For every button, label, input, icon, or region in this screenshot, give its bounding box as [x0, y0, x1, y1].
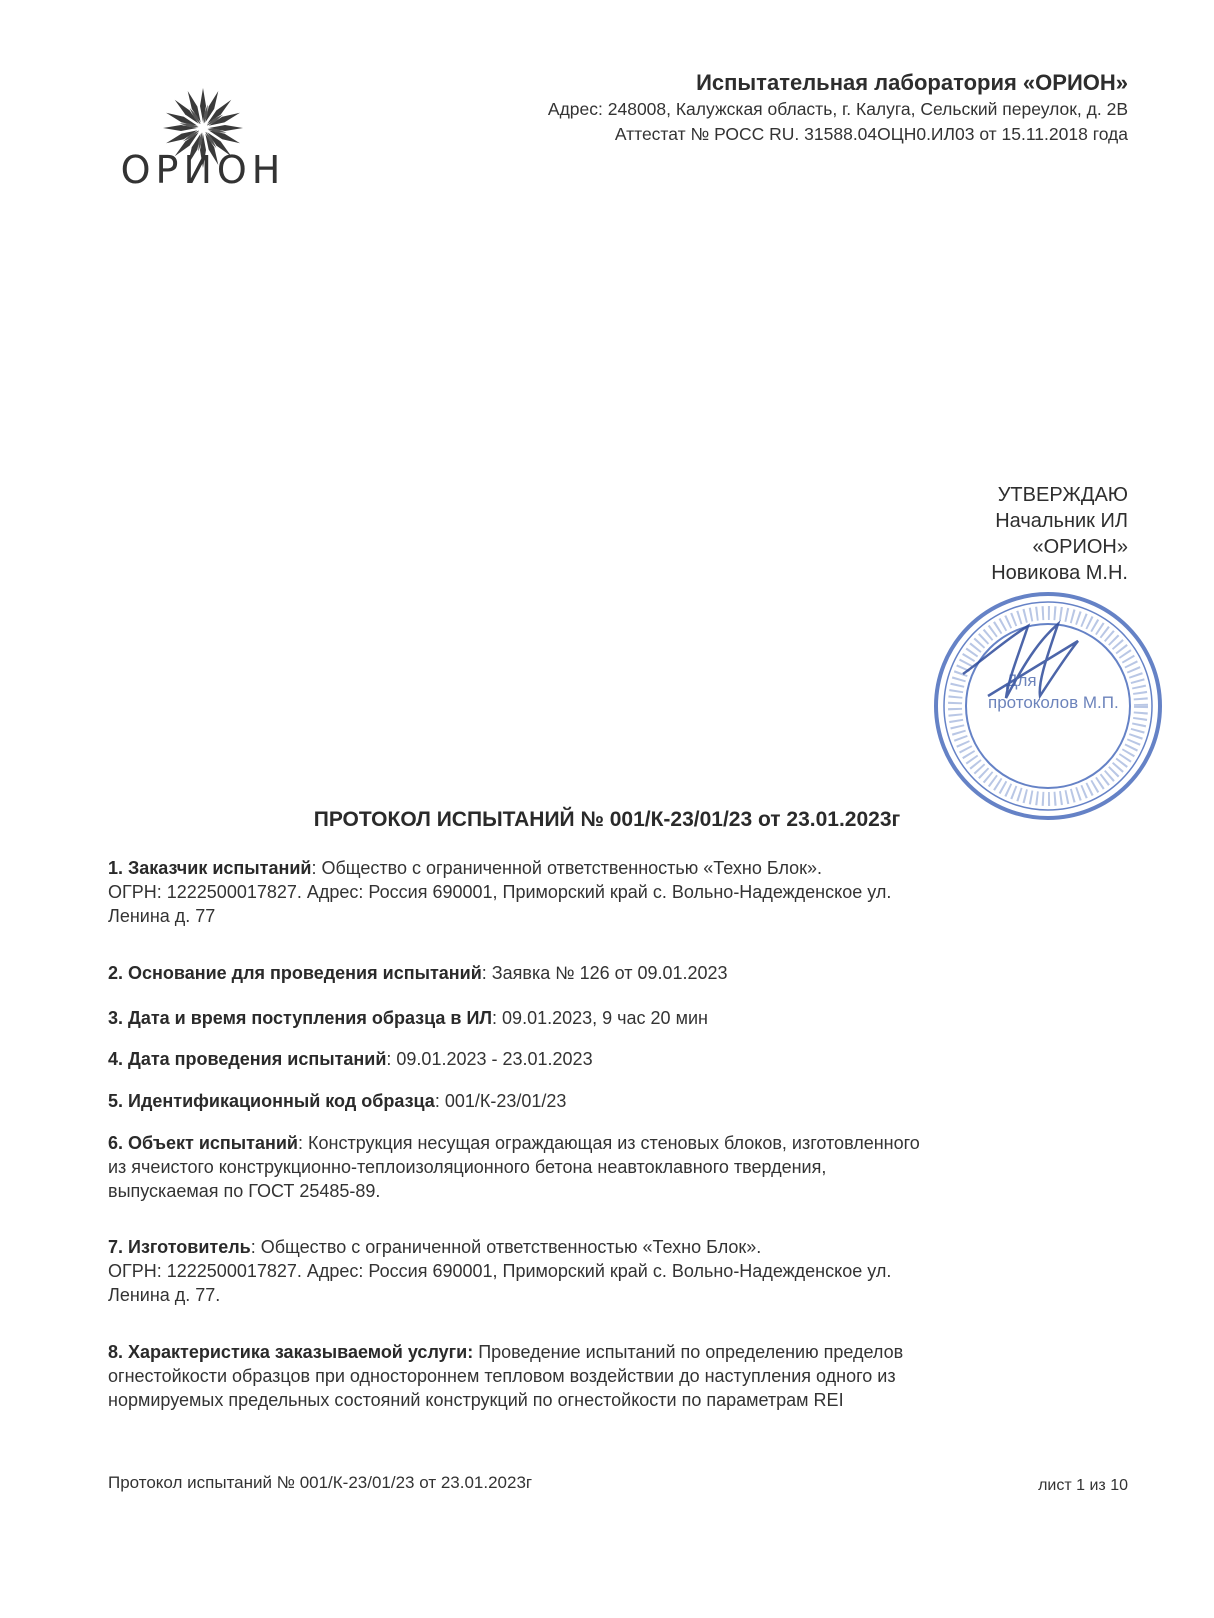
stamp-text — [988, 670, 1119, 714]
lab-certificate: Аттестат № РОСС RU. 31588.04ОЦН0.ИЛ03 от 15.11.2018 года — [614, 124, 1128, 144]
section-manufacturer — [108, 1235, 1132, 1307]
section-manufacturer-value: : Общество с ограниченной ответственностью «Техно Блок». — [250, 1237, 762, 1257]
stamp-mp: М.П. — [1082, 693, 1119, 712]
section-customer-line-2: ОГРН: 1222500017827. Адрес: Россия 690001, Приморский край с. Вольно-Надежденское ул. — [108, 882, 892, 902]
section-service-line-1 — [108, 1340, 1132, 1364]
section-service-value: Проведение испытаний по определению пределов — [473, 1342, 904, 1362]
section-test-object-line-3: выпускаемая по ГОСТ 25485-89. — [108, 1181, 381, 1201]
section-service — [108, 1340, 1132, 1412]
logo-wordmark: ОРИОН — [120, 148, 286, 192]
section-service-line-3: нормируемых предельных состояний конструкций по огнестойкости по параметрам REI — [108, 1390, 844, 1410]
approval-signatory: Новикова М.Н. — [991, 562, 1128, 584]
approval-block — [868, 482, 1128, 586]
approval-heading: УТВЕРЖДАЮ — [997, 484, 1128, 506]
section-test-object — [108, 1131, 1132, 1203]
section-sample-code-label: 5. Идентификационный код образца — [108, 1091, 435, 1111]
approval-position: Начальник ИЛ — [995, 510, 1128, 532]
section-customer-label: 1. Заказчик испытаний — [108, 858, 312, 878]
section-test-object-label: 6. Объект испытаний — [108, 1133, 299, 1153]
section-basis-value: : Заявка № 126 от 09.01.2023 — [481, 963, 728, 983]
section-receipt — [108, 1006, 1132, 1030]
stamp-line-2 — [988, 692, 1119, 714]
document-title: ПРОТОКОЛ ИСПЫТАНИЙ № 001/К-23/01/23 от 23.01.2023г — [313, 808, 901, 831]
section-sample-code-value: : 001/К-23/01/23 — [434, 1091, 567, 1111]
section-customer-value: : Общество с ограниченной ответственностью «Техно Блок». — [311, 858, 823, 878]
section-test-dates — [108, 1047, 1132, 1071]
lab-title: Испытательная лаборатория «ОРИОН» — [696, 70, 1128, 95]
lab-address: Адрес: 248008, Калужская область, г. Калуга, Сельский переулок, д. 2В — [547, 99, 1128, 119]
section-basis-line — [108, 961, 1132, 985]
section-receipt-line — [108, 1006, 1132, 1030]
section-test-dates-label: 4. Дата проведения испытаний — [108, 1049, 387, 1069]
section-customer-line-3: Ленина д. 77 — [108, 906, 216, 926]
stamp-line-2-text: протоколов — [988, 693, 1079, 712]
section-test-object-value: : Конструкция несущая ограждающая из стеновых блоков, изготовленного — [298, 1133, 920, 1153]
section-service-line-2: огнестойкости образцов при одностороннем тепловом воздействии до наступления одного из — [108, 1366, 896, 1386]
section-basis — [108, 961, 1132, 985]
section-manufacturer-line-1 — [108, 1235, 1132, 1259]
footer-protocol-ref: Протокол испытаний № 001/К-23/01/23 от 23.01.2023г — [108, 1473, 533, 1492]
section-basis-label: 2. Основание для проведения испытаний — [108, 963, 482, 983]
section-manufacturer-line-2: ОГРН: 1222500017827. Адрес: Россия 690001, Приморский край с. Вольно-Надежденское ул. — [108, 1261, 892, 1281]
section-test-object-line-1 — [108, 1131, 1132, 1155]
section-receipt-label: 3. Дата и время поступления образца в ИЛ — [108, 1008, 493, 1028]
section-sample-code-line — [108, 1089, 1132, 1113]
approval-organization: «ОРИОН» — [1032, 536, 1128, 558]
section-manufacturer-line-3: Ленина д. 77. — [108, 1285, 221, 1305]
section-sample-code — [108, 1089, 1132, 1113]
section-test-object-line-2: из ячеистого конструкционно-теплоизоляционного бетона неавтоклавного твердения, — [108, 1157, 827, 1177]
section-manufacturer-label: 7. Изготовитель — [108, 1237, 251, 1257]
section-receipt-value: : 09.01.2023, 9 час 20 мин — [492, 1008, 708, 1028]
section-customer — [108, 856, 1132, 928]
section-customer-line-1 — [108, 856, 1132, 880]
footer-page-number: лист 1 из 10 — [1038, 1477, 1128, 1494]
stamp-line-1: Для — [1006, 671, 1037, 690]
section-test-dates-line — [108, 1047, 1132, 1071]
section-service-label: 8. Характеристика заказываемой услуги: — [108, 1342, 474, 1362]
section-test-dates-value: : 09.01.2023 - 23.01.2023 — [386, 1049, 593, 1069]
